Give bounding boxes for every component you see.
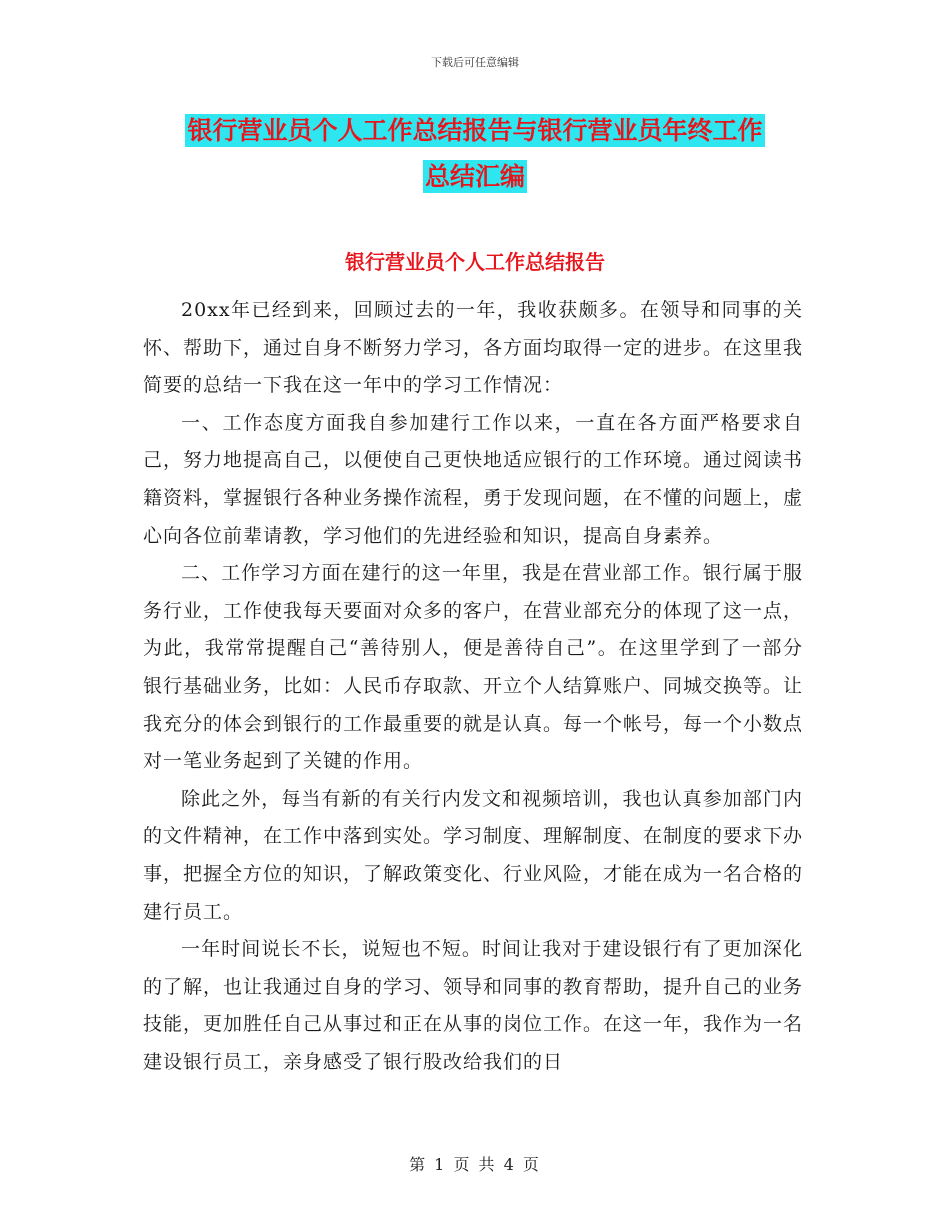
body-text xyxy=(143,292,803,1081)
paragraph: 20xx年已经到来，回顾过去的一年，我收获颇多。在领导和同事的关怀、帮助下，通过自身不断努力学习，各方面均取得一定的进步。在这里我简要的总结一下我在这一年中的学习工作情况： xyxy=(143,299,804,397)
title-line-2: 总结汇编 xyxy=(424,162,525,191)
page-footer: 第 1 页 共 4 页 xyxy=(409,1155,541,1174)
paragraph: 一年时间说长不长，说短也不短。时间让我对于建设银行有了更加深化的了解，也让我通过自身的学习、领导和同事的教育帮助，提升自己的业务技能，更加胜任自己从事过和正在从事的岗位工作。在这一年，我作为一名建设银行员工，亲身感受了银行股改给我们的日 xyxy=(143,938,804,1073)
document-title xyxy=(0,108,950,200)
section-title: 银行营业员个人工作总结报告 xyxy=(345,250,605,274)
paragraph: 除此之外，每当有新的有关行内发文和视频培训，我也认真参加部门内的文件精神，在工作中落到实处。学习制度、理解制度、在制度的要求下办事，把握全方位的知识，了解政策变化、行业风险，才能在成为一名合格的建行员工。 xyxy=(143,787,804,923)
paragraph: 一、工作态度方面我自参加建行工作以来，一直在各方面严格要求自己，努力地提高自己，以便使自己更快地适应银行的工作环境。通过阅读书籍资料，掌握银行各种业务操作流程，勇于发现问题，在不懂的问题上，虚心向各位前辈请教，学习他们的先进经验和知识，提高自身素养。 xyxy=(143,411,804,547)
paragraph: 二、工作学习方面在建行的这一年里，我是在营业部工作。银行属于服务行业，工作使我每天要面对众多的客户，在营业部充分的体现了这一点，为此，我常常提醒自己“善待别人，便是善待自己”。在这里学到了一部分银行基础业务，比如：人民币存取款、开立个人结算账户、同城交换等。让我充分的体会到银行的工作最重要的就是认真。每一个帐号，每一个小数点对一笔业务起到了关键的作用。 xyxy=(143,562,804,773)
header-note: 下载后可任意编辑 xyxy=(431,56,519,69)
title-line-1: 银行营业员个人工作总结报告与银行营业员年终工作 xyxy=(187,116,763,145)
